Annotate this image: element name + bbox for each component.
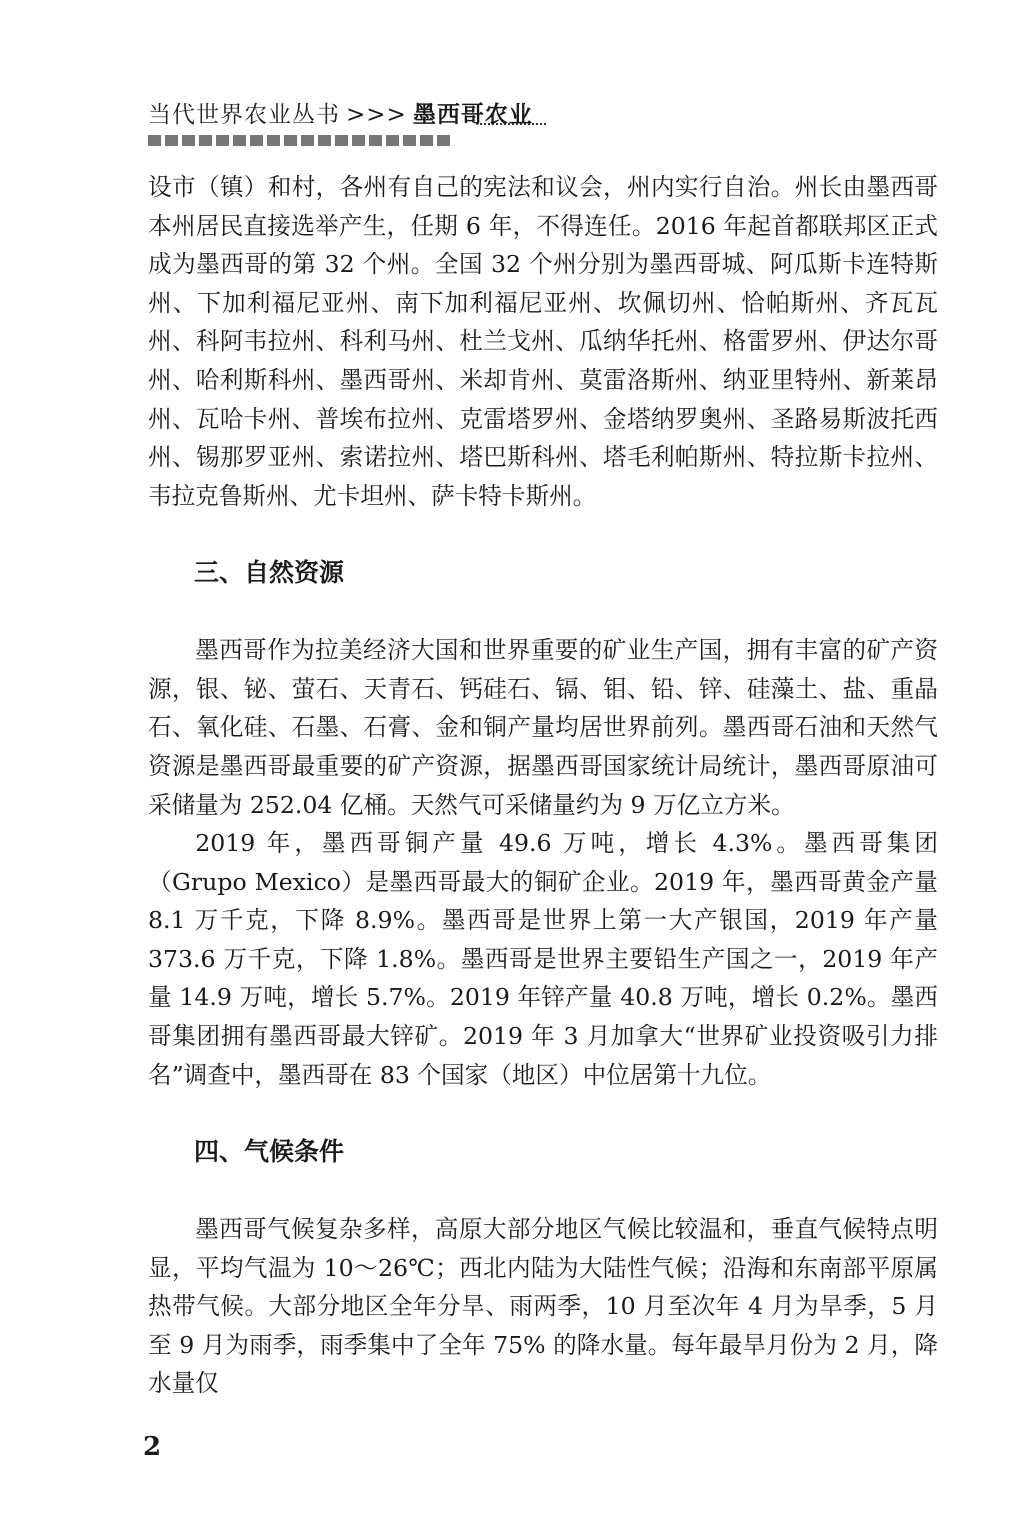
series-title: 当代世界农业丛书: [148, 102, 340, 128]
header-separator: >>>: [346, 102, 407, 128]
paragraph-states: 设市（镇）和村，各州有自己的宪法和议会，州内实行自治。州长由墨西哥本州居民直接选举产生，任期 6 年，不得连任。2016 年起首都联邦区正式成为墨西哥的第 32 个州。全国 32 个州分别为墨西哥城、阿瓜斯卡连特斯州、下加利福尼亚州、南下加利福尼亚州、坎佩切州、恰帕斯州、齐瓦瓦州、科阿韦拉州、科利马州、杜兰戈州、瓜纳华托州、格雷罗州、伊达尔哥州、哈利斯科州、墨西哥州、米却肯州、莫雷洛斯州、纳亚里特州、新莱昂州、瓦哈卡州、普埃布拉州、克雷塔罗州、金塔纳罗奥州、圣路易斯波托西州、锡那罗亚州、索诺拉州、塔巴斯科州、塔毛利帕斯州、特拉斯卡拉州、韦拉克鲁斯州、尤卡坦州、萨卡特卡斯州。: [148, 173, 938, 510]
section-heading-natural-resources: 三、自然资源: [194, 557, 345, 587]
header-dotted-rule: [480, 123, 546, 125]
book-title: 墨西哥农业: [412, 102, 533, 128]
paragraph-climate: 墨西哥气候复杂多样，高原大部分地区气候比较温和，垂直气候特点明显，平均气温为 10～26℃；西北内陆为大陆性气候；沿海和东南部平原属热带气候。大部分地区全年分旱、雨两季，10 月至次年 4 月为旱季，5 月至 9 月为雨季，雨季集中了全年 75% 的降水量。每年最旱月份为 2 月，降水量仅: [148, 1215, 938, 1398]
page-number: 2: [143, 1432, 162, 1462]
paragraph-mining-stats: 2019 年，墨西哥铜产量 49.6 万吨，增长 4.3%。墨西哥集团（Grupo Mexico）是墨西哥最大的铜矿企业。2019 年，墨西哥黄金产量 8.1 万千克，下降 8.9%。墨西哥是世界上第一大产银国，2019 年产量 373.6 万千克，下降 1.8%。墨西哥是世界主要铅生产国之一，2019 年产量 14.9 万吨，增长 5.7%。2019 年锌产量 40.8 万吨，增长 0.2%。墨西哥集团拥有墨西哥最大锌矿。2019 年 3 月加拿大“世界矿业投资吸引力排名”调查中，墨西哥在 83 个国家（地区）中位居第十九位。: [148, 829, 938, 1089]
running-header: [148, 96, 533, 129]
header-block-rule: [148, 135, 450, 146]
page-body: [148, 168, 938, 1403]
section-heading-climate: 四、气候条件: [194, 1136, 345, 1166]
paragraph-minerals: 墨西哥作为拉美经济大国和世界重要的矿业生产国，拥有丰富的矿产资源，银、铋、萤石、天青石、钙硅石、镉、钼、铅、锌、硅藻土、盐、重晶石、氧化硅、石墨、石膏、金和铜产量均居世界前列。墨西哥石油和天然气资源是墨西哥最重要的矿产资源，据墨西哥国家统计局统计，墨西哥原油可采储量为 252.04 亿桶。天然气可采储量约为 9 万亿立方米。: [148, 636, 938, 819]
